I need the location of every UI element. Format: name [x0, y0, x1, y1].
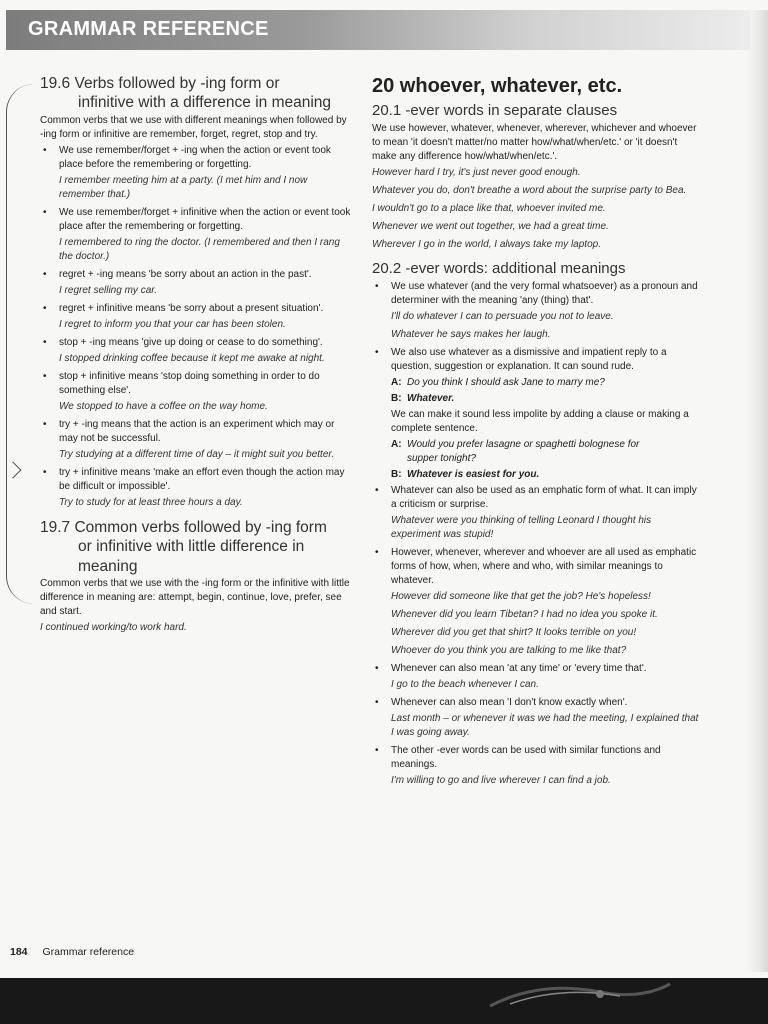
speaker-label: B:: [391, 393, 402, 404]
list-item: [372, 744, 702, 788]
example-text: We stopped to have a coffee on the way home.: [59, 400, 268, 412]
dialogue-line: [391, 438, 702, 466]
section-20-2-heading: 20.2 -ever words: additional meanings: [372, 260, 626, 277]
example-text: I regret selling my car.: [59, 284, 157, 296]
list-item: [372, 546, 702, 658]
speaker-label: A:: [391, 439, 402, 450]
example-text: Try studying at a different time of day – it might suit you better.: [59, 448, 335, 460]
rule-text: • We also use whatever as a dismissive and impatient reply to a question, suggestion or explanation. It can sound rude.: [391, 347, 667, 372]
rule-text: • Whenever can also mean 'at any time' or 'every time that'.: [391, 663, 647, 674]
page-footer: [10, 946, 134, 958]
example-text: Wherever did you get that shirt? It looks terrible on you!: [391, 627, 637, 638]
page-number: 184: [10, 946, 28, 958]
chapter-20-title: 20 whoever, whatever, etc.: [372, 75, 623, 97]
list-item: [372, 484, 702, 542]
section-19-7-title-line1: 19.7 Common verbs followed by -ing form: [40, 518, 327, 536]
list-item: [372, 696, 702, 740]
example-text: However hard I try, it's just never good enough.: [372, 167, 581, 178]
example-text: Whenever we went out together, we had a great time.: [372, 221, 609, 232]
section-19-6-title-line2: infinitive with a difference in meaning: [78, 94, 332, 112]
example-text: Whatever you do, don't breathe a word about the surprise party to Bea.: [372, 185, 687, 196]
section-19-6-title-line1: 19.6 Verbs followed by -ing form or: [40, 75, 280, 92]
section-19-7-example: I continued working/to work hard.: [40, 621, 187, 633]
example-text: I remember meeting him at a party. (I met him and I now remember that.): [59, 174, 308, 200]
example-text: Whoever do you think you are talking to me like that?: [391, 645, 627, 656]
example-text: Whenever did you learn Tibetan? I had no idea you spoke it.: [391, 609, 658, 620]
example-text: Whatever he says makes her laugh.: [391, 329, 551, 340]
rule-text: • regret + -ing means 'be sorry about an action in the past'.: [59, 268, 312, 280]
dialogue-text: Whatever.: [407, 393, 455, 404]
rule-text: • stop + -ing means 'give up doing or cease to do something'.: [59, 336, 323, 348]
section-19-6-list: [40, 144, 352, 510]
section-19-7-title-line3: meaning: [78, 557, 138, 575]
list-item: [372, 346, 702, 482]
example-text: Wherever I go in the world, I always take my laptop.: [372, 239, 601, 250]
footer-label: Grammar reference: [42, 946, 135, 958]
rule-text: • We use remember/forget + infinitive when the action or event took place after the remembering or forgetting.: [59, 206, 351, 232]
list-item: [40, 206, 352, 264]
example-text: I go to the beach whenever I can.: [391, 679, 539, 690]
example-text: However did someone like that get the job? He's hopeless!: [391, 591, 651, 602]
dialogue-text: supper tonight?: [407, 453, 476, 464]
list-item: [40, 268, 352, 298]
page-gutter-shadow: [746, 10, 768, 972]
list-item: [40, 466, 352, 510]
example-text: Whatever were you thinking of telling Leonard I thought his experiment was stupid!: [391, 515, 652, 540]
example-text: I'm willing to go and live wherever I can find a job.: [391, 775, 611, 786]
dialogue-line: [391, 392, 702, 406]
example-text: Last month – or whenever it was we had the meeting, I explained that I was going away.: [391, 713, 699, 738]
list-item: [40, 336, 352, 366]
example-text: I regret to inform you that your car has been stolen.: [59, 318, 286, 330]
ring-jewelry-icon: [480, 976, 680, 1012]
right-column: [372, 74, 702, 792]
speaker-label: B:: [391, 469, 402, 480]
rule-text: • stop + infinitive means 'stop doing something in order to do something else'.: [59, 370, 320, 396]
section-19-7-title-line2: or infinitive with little difference in: [78, 538, 305, 556]
example-text: I wouldn't go to a place like that, whoever invited me.: [372, 203, 606, 214]
dialogue-line: [391, 468, 702, 482]
rule-text: • try + infinitive means 'make an effort even though the action may be difficult or impossible'.: [59, 466, 345, 492]
rule-text: • Whatever can also be used as an emphatic form of what. It can imply a criticism or surprise.: [391, 485, 697, 510]
list-item: [40, 302, 352, 332]
list-item: [372, 662, 702, 692]
rule-text: • We use whatever (and the very formal whatsoever) as a pronoun and determiner with the meaning 'any (thing) that'.: [391, 281, 698, 306]
rule-text: We can make it sound less impolite by adding a clause or making a complete sentence.: [391, 409, 689, 434]
rule-text: • However, whenever, wherever and whoever are all used as emphatic forms of how, when, where and who, with similar meanings to whatever.: [391, 547, 697, 586]
speaker-label: A:: [391, 377, 402, 388]
rule-text: • The other -ever words can be used with similar functions and meanings.: [391, 745, 661, 770]
section-20-2-list: [372, 280, 702, 788]
section-19-7-heading: [40, 518, 352, 576]
example-text: Try to study for at least three hours a day.: [59, 496, 243, 508]
dialogue-text: Would you prefer lasagne or spaghetti bolognese for: [407, 439, 640, 450]
rule-text: • Whenever can also mean 'I don't know exactly when'.: [391, 697, 628, 708]
dialogue-line: [391, 376, 702, 390]
list-item: [40, 370, 352, 414]
example-text: I'll do whatever I can to persuade you not to leave.: [391, 311, 614, 322]
list-item: [372, 280, 702, 342]
example-text: I stopped drinking coffee because it kept me awake at night.: [59, 352, 325, 364]
example-text: I remembered to ring the doctor. (I remembered and then I rang the doctor.): [59, 236, 340, 262]
section-header-bar: [6, 10, 750, 50]
section-19-6-heading: [40, 74, 352, 113]
left-column: [40, 74, 352, 639]
rule-text: • regret + infinitive means 'be sorry about a present situation'.: [59, 302, 324, 314]
dialogue-text: Whatever is easiest for you.: [407, 469, 540, 480]
rule-text: • We use remember/forget + -ing when the action or event took place before the remembering or forgetting.: [59, 144, 331, 170]
list-item: [40, 144, 352, 202]
section-20-1-heading: 20.1 -ever words in separate clauses: [372, 102, 618, 119]
section-header-title: GRAMMAR REFERENCE: [28, 18, 269, 40]
rule-text: • try + -ing means that the action is an experiment which may or may not be successful.: [59, 418, 335, 444]
list-item: [40, 418, 352, 462]
section-20-1-intro: We use however, whatever, whenever, wherever, whichever and whoever to mean 'it doesn't matter/no matter how/what/when/etc.' or 'it doesn't make any difference how/what/when/etc.'.: [372, 123, 697, 162]
bracket-notch: [5, 462, 22, 479]
section-19-6-intro: Common verbs that we use with different meanings when followed by -ing form or infinitive are remember, forget, regret, stop and try.: [40, 114, 347, 140]
dialogue-text: Do you think I should ask Jane to marry me?: [407, 377, 605, 388]
section-19-7-intro: Common verbs that we use with the -ing form or the infinitive with little difference in meaning are: attempt, begin, continue, love, prefer, see and start.: [40, 577, 350, 617]
handwritten-bracket-mark: [6, 84, 34, 604]
